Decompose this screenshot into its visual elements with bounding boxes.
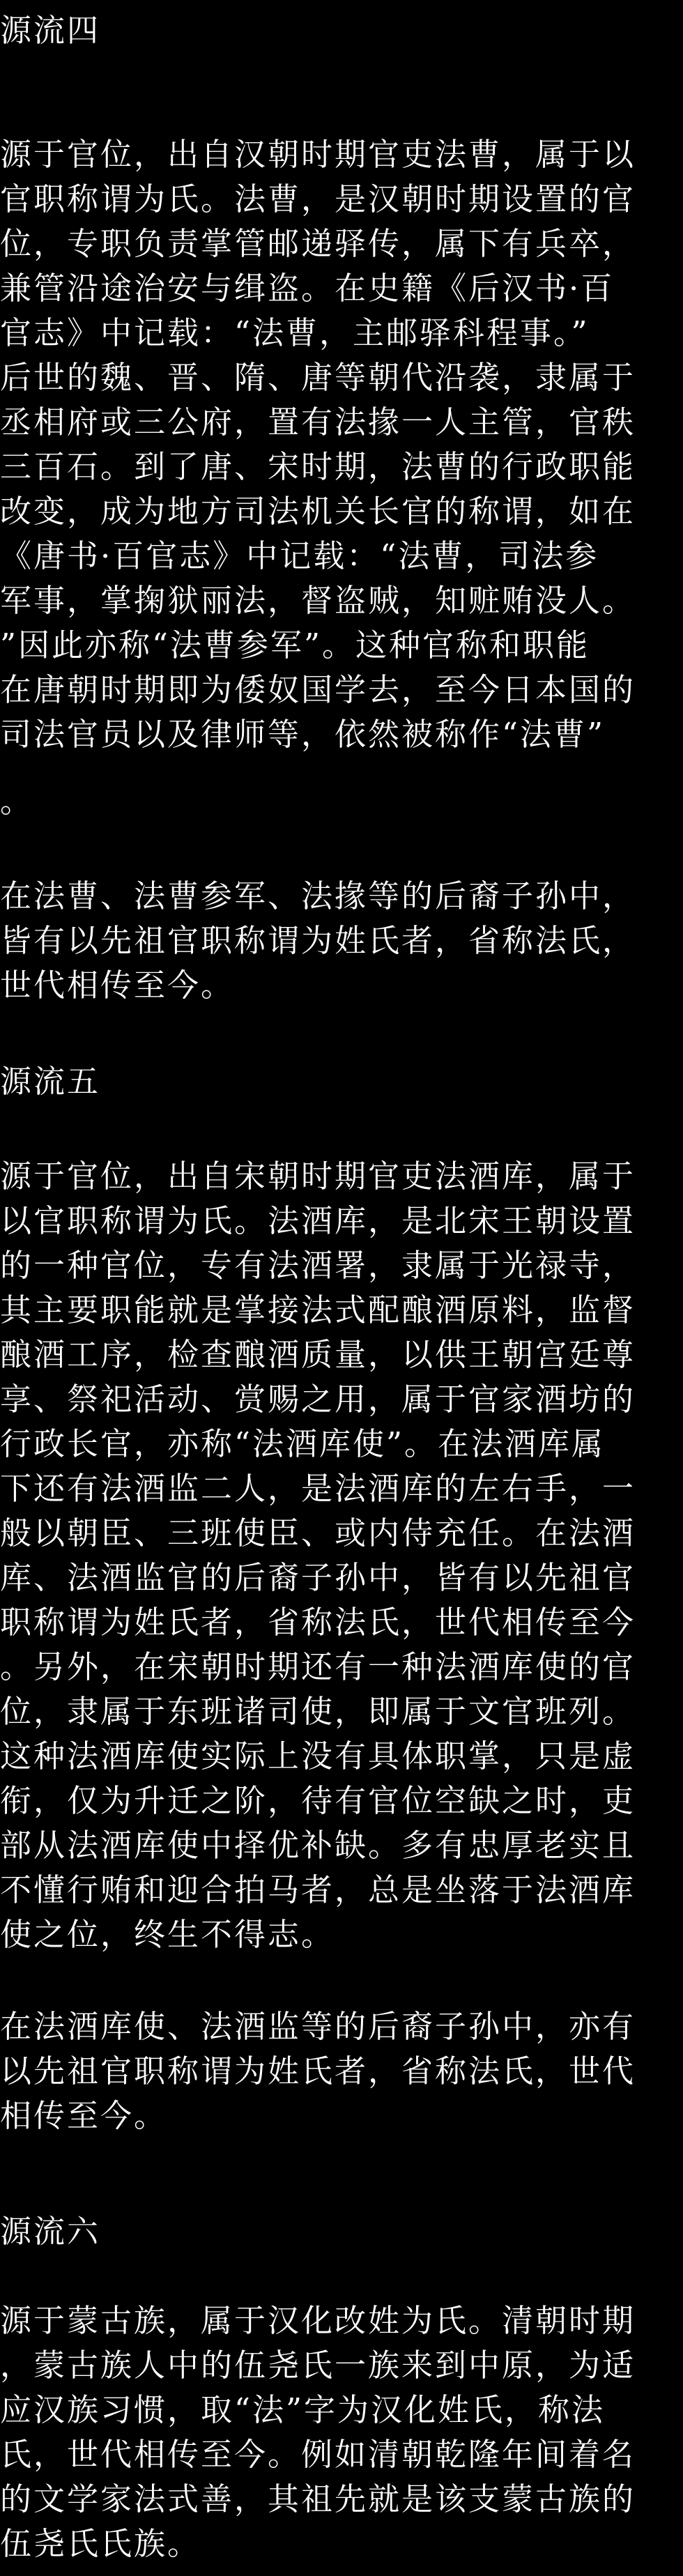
text-line: 的文学家法式善，其祖先就是该支蒙古族的 bbox=[0, 2481, 636, 2517]
text-line: 。另外，在宋朝时期还有一种法酒库使的官 bbox=[0, 1648, 636, 1685]
text-line: 不懂行贿和迎合拍马者，总是坐落于法酒库 bbox=[0, 1871, 636, 1908]
text-line: 皆有以先祖官职称谓为姓氏者，省称法氏， bbox=[0, 922, 636, 959]
text-line: 以官职称谓为氏。法酒库，是北宋王朝设置 bbox=[0, 1202, 636, 1239]
text-line: 在唐朝时期即为倭奴国学去，至今日本国的 bbox=[0, 671, 636, 708]
text-line: 应汉族习惯，取“法”字为汉化姓氏，称法 bbox=[0, 2391, 606, 2428]
text-line: 《唐书·百官志》中记载：“法曹，司法参 bbox=[0, 537, 599, 574]
section-heading-4: 源流四 bbox=[0, 12, 101, 49]
text-line: 酿酒工序，检查酿酒质量，以供王朝宫廷尊 bbox=[0, 1336, 636, 1373]
text-line: 以先祖官职称谓为姓氏者，省称法氏，世代 bbox=[0, 2053, 636, 2090]
text-line: 在法曹、法曹参军、法掾等的后裔子孙中， bbox=[0, 877, 636, 914]
text-line: 源于官位，出自汉朝时期官吏法曹，属于以 bbox=[0, 136, 636, 173]
text-line: 兼管沿途治安与缉盗。在史籍《后汉书·百 bbox=[0, 270, 615, 307]
text-line: ，蒙古族人中的伍尧氏一族来到中原，为适 bbox=[0, 2347, 636, 2384]
text-line: 伍尧氏氏族。 bbox=[0, 2525, 201, 2562]
section-heading-5: 源流五 bbox=[0, 1063, 101, 1100]
text-line: 在法酒库使、法酒监等的后裔子孙中，亦有 bbox=[0, 2008, 636, 2045]
text-line: 这种法酒库使实际上没有具体职掌，只是虚 bbox=[0, 1738, 636, 1774]
text-line: 氏，世代相传至今。例如清朝乾隆年间着名 bbox=[0, 2436, 636, 2473]
text-line: 官职称谓为氏。法曹，是汉朝时期设置的官 bbox=[0, 181, 636, 217]
text-line: 军事，掌掬狱丽法，督盗贼，知赃贿没人。 bbox=[0, 582, 636, 619]
text-line: 下还有法酒监二人，是法酒库的左右手，一 bbox=[0, 1470, 636, 1507]
text-line: 其主要职能就是掌接法式配酿酒原料，监督 bbox=[0, 1291, 636, 1328]
text-line: 。 bbox=[0, 783, 34, 820]
text-line: 相传至今。 bbox=[0, 2097, 168, 2134]
text-line: 享、祭祀活动、赏赐之用，属于官家酒坊的 bbox=[0, 1381, 636, 1418]
text-line: 般以朝臣、三班使臣、或内侍充任。在法酒 bbox=[0, 1515, 636, 1551]
text-line: 衔，仅为升迁之阶，待有官位空缺之时，吏 bbox=[0, 1782, 636, 1819]
text-line: 部从法酒库使中择优补缺。多有忠厚老实且 bbox=[0, 1827, 636, 1864]
text-line: 官志》中记载：“法曹，主邮驿科程事。” bbox=[0, 314, 590, 351]
text-line: 源于蒙古族，属于汉化改姓为氏。清朝时期 bbox=[0, 2302, 636, 2339]
text-line: 后世的魏、晋、隋、唐等朝代沿袭，隶属于 bbox=[0, 359, 636, 396]
text-line: 行政长官，亦称“法酒库使”。在法酒库属 bbox=[0, 1425, 606, 1462]
text-line: 源于官位，出自宋朝时期官吏法酒库，属于 bbox=[0, 1158, 636, 1195]
text-line: ”因此亦称“法曹参军”。这种官称和职能 bbox=[0, 627, 590, 664]
text-line: 改变，成为地方司法机关长官的称谓，如在 bbox=[0, 493, 636, 530]
text-line: 司法官员以及律师等，依然被称作“法曹” bbox=[0, 716, 606, 753]
text-line: 位，专职负责掌管邮递驿传，属下有兵卒， bbox=[0, 225, 636, 262]
text-line: 世代相传至今。 bbox=[0, 967, 235, 1004]
text-line: 的一种官位，专有法酒署，隶属于光禄寺， bbox=[0, 1247, 636, 1284]
text-line: 三百石。到了唐、宋时期，法曹的行政职能 bbox=[0, 448, 636, 485]
text-line: 职称谓为姓氏者，省称法氏，世代相传至今 bbox=[0, 1604, 636, 1641]
text-line: 位，隶属于东班诸司使，即属于文官班列。 bbox=[0, 1693, 636, 1730]
text-line: 库、法酒监官的后裔子孙中，皆有以先祖官 bbox=[0, 1559, 636, 1596]
section-heading-6: 源流六 bbox=[0, 2213, 101, 2250]
text-line: 丞相府或三公府，置有法掾一人主管，官秩 bbox=[0, 404, 636, 440]
text-line: 使之位，终生不得志。 bbox=[0, 1916, 335, 1953]
